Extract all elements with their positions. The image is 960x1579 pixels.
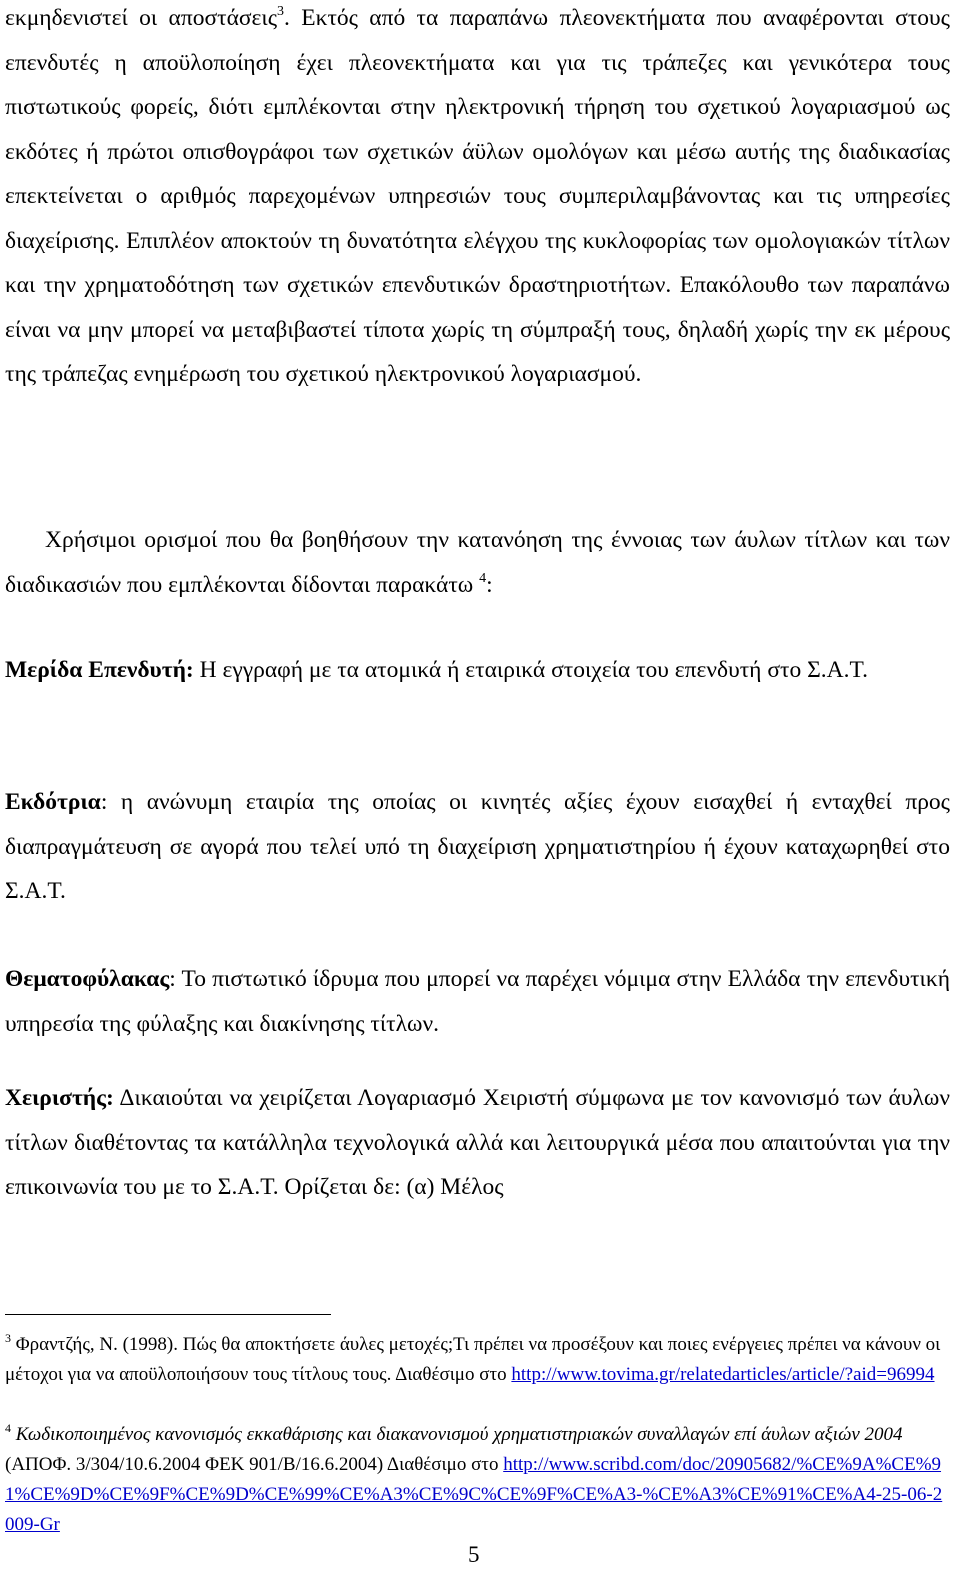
definitions-intro-text: Χρήσιμοι ορισμοί που θα βοηθήσουν την κατανόηση της έννοιας των άυλων τίτλων και των διαδικασιών που εμπλέκονται δίδονται παρακάτω — [5, 527, 950, 598]
paragraph-advantages-start: εκμηδενιστεί οι αποστάσεις — [5, 5, 278, 31]
definition-text: : η ανώνυμη εταιρία της οποίας οι κινητές αξίες έχουν εισαχθεί ή ενταχθεί προς διαπραγμάτευση σε αγορά που τελεί υπό τη διαχείριση χρηματιστηρίου ή έχουν καταχωρηθεί στο Σ.Α.Τ. — [5, 789, 950, 904]
footnote-text: Φραντζής, Ν. (1998). Πώς θα αποκτήσετε άυλες μετοχές;Τι πρέπει να προσέξουν και ποιες ενέργειες πρέπει να κάνουν οι μέτοχοι για να αποϋλοποιήσουν τους τίτλους τους. Διαθέσιμο στο — [5, 1334, 941, 1385]
footnote-text: (ΑΠΟΦ. 3/304/10.6.2004 ΦΕΚ 901/Β/16.6.2004) Διαθέσιμο στο — [5, 1454, 504, 1475]
footnote-divider — [5, 1314, 331, 1315]
definition-issuer — [5, 780, 950, 914]
definition-text: Δικαιούται να χειρίζεται Λογαριασμό Χειριστή σύμφωνα με τον κανονισμό των άυλων τίτλων διαθέτοντας τα κατάλληλα τεχνολογικά αλλά και λειτουργικά μέσα που απαιτούνται για την επικοινωνία του με το Σ.Α.Τ. Ορίζεται δε: (α) Μέλος — [5, 1085, 950, 1200]
definition-term: Εκδότρια — [5, 789, 101, 815]
footnote-link[interactable]: http://www.tovima.gr/relatedarticles/article/?aid=96994 — [511, 1364, 935, 1385]
footnote-ref-4[interactable]: 4 — [479, 570, 487, 586]
definition-term: Μερίδα Επενδυτή: — [5, 657, 194, 683]
footnote-4 — [5, 1420, 950, 1540]
paragraph-definitions-intro — [5, 518, 950, 607]
definition-investor-share — [5, 648, 950, 693]
footnote-title: Κωδικοποιημένος κανονισμός εκκαθάρισης και διακανονισμού χρηματιστηριακών συναλλαγών επί άυλων αξιών 2004 — [11, 1424, 903, 1445]
footnote-number: 3 — [5, 1331, 11, 1345]
footnote-link[interactable]: http://www.scribd.com/doc/20905682/%CE%9A%CE%91%CE%9D%CE%9F%CE%9D%CE%99%CE%A3%CE%9C%CE%9F%CE%A3-%CE%A3%CE%91%CE%A4-25-06-2009-Gr — [5, 1454, 943, 1535]
definition-text: : Το πιστωτικό ίδρυμα που μπορεί να παρέχει νόμιμα στην Ελλάδα την επενδυτική υπηρεσία της φύλαξης και διακίνησης τίτλων. — [5, 966, 950, 1037]
paragraph-advantages — [5, 0, 950, 397]
definition-custodian — [5, 957, 950, 1046]
definition-term: Θεματοφύλακας — [5, 966, 170, 992]
page-number: 5 — [468, 1542, 480, 1567]
definition-text: Η εγγραφή με τα ατομικά ή εταιρικά στοιχεία του επενδυτή στο Σ.Α.Τ. — [193, 657, 868, 683]
definition-term: Χειριστής: — [5, 1085, 114, 1111]
paragraph-advantages-rest: . Εκτός από τα παραπάνω πλεονεκτήματα που αναφέρονται στους επενδυτές η αποϋλοποίηση έχει πλεονεκτήματα και για τις τράπεζες και γενικότερα τους πιστωτικούς φορείς, διότι εμπλέκονται στην ηλεκτρονική τήρηση του σχετικού λογαριασμού ως εκδότες ή πρώτοι οπισθογράφοι των σχετικών άϋλων ομολόγων και μέσω αυτής της διαδικασίας επεκτείνεται ο αριθμός παρεχομένων υπηρεσιών τους συμπεριλαμβάνοντας και τις υπηρεσίες διαχείρισης. Επιπλέον αποκτούν τη δυνατότητα ελέγχου της κυκλοφορίας των ομολογιακών τίτλων και την χρηματοδότηση των σχετικών επενδυτικών δραστηριοτήτων. Επακόλουθο των παραπάνω είναι να μην μπορεί να μεταβιβαστεί τίποτα χωρίς τη σύμπραξή τους, δηλαδή χωρίς την εκ μέρους της τράπεζας ενημέρωση του σχετικού ηλεκτρονικού λογαριασμού. — [5, 5, 950, 387]
footnote-number: 4 — [5, 1421, 11, 1435]
footnote-3 — [5, 1330, 950, 1390]
footnote-ref-3[interactable]: 3 — [277, 4, 285, 19]
definitions-intro-tail: : — [486, 571, 493, 598]
definition-operator — [5, 1076, 950, 1210]
